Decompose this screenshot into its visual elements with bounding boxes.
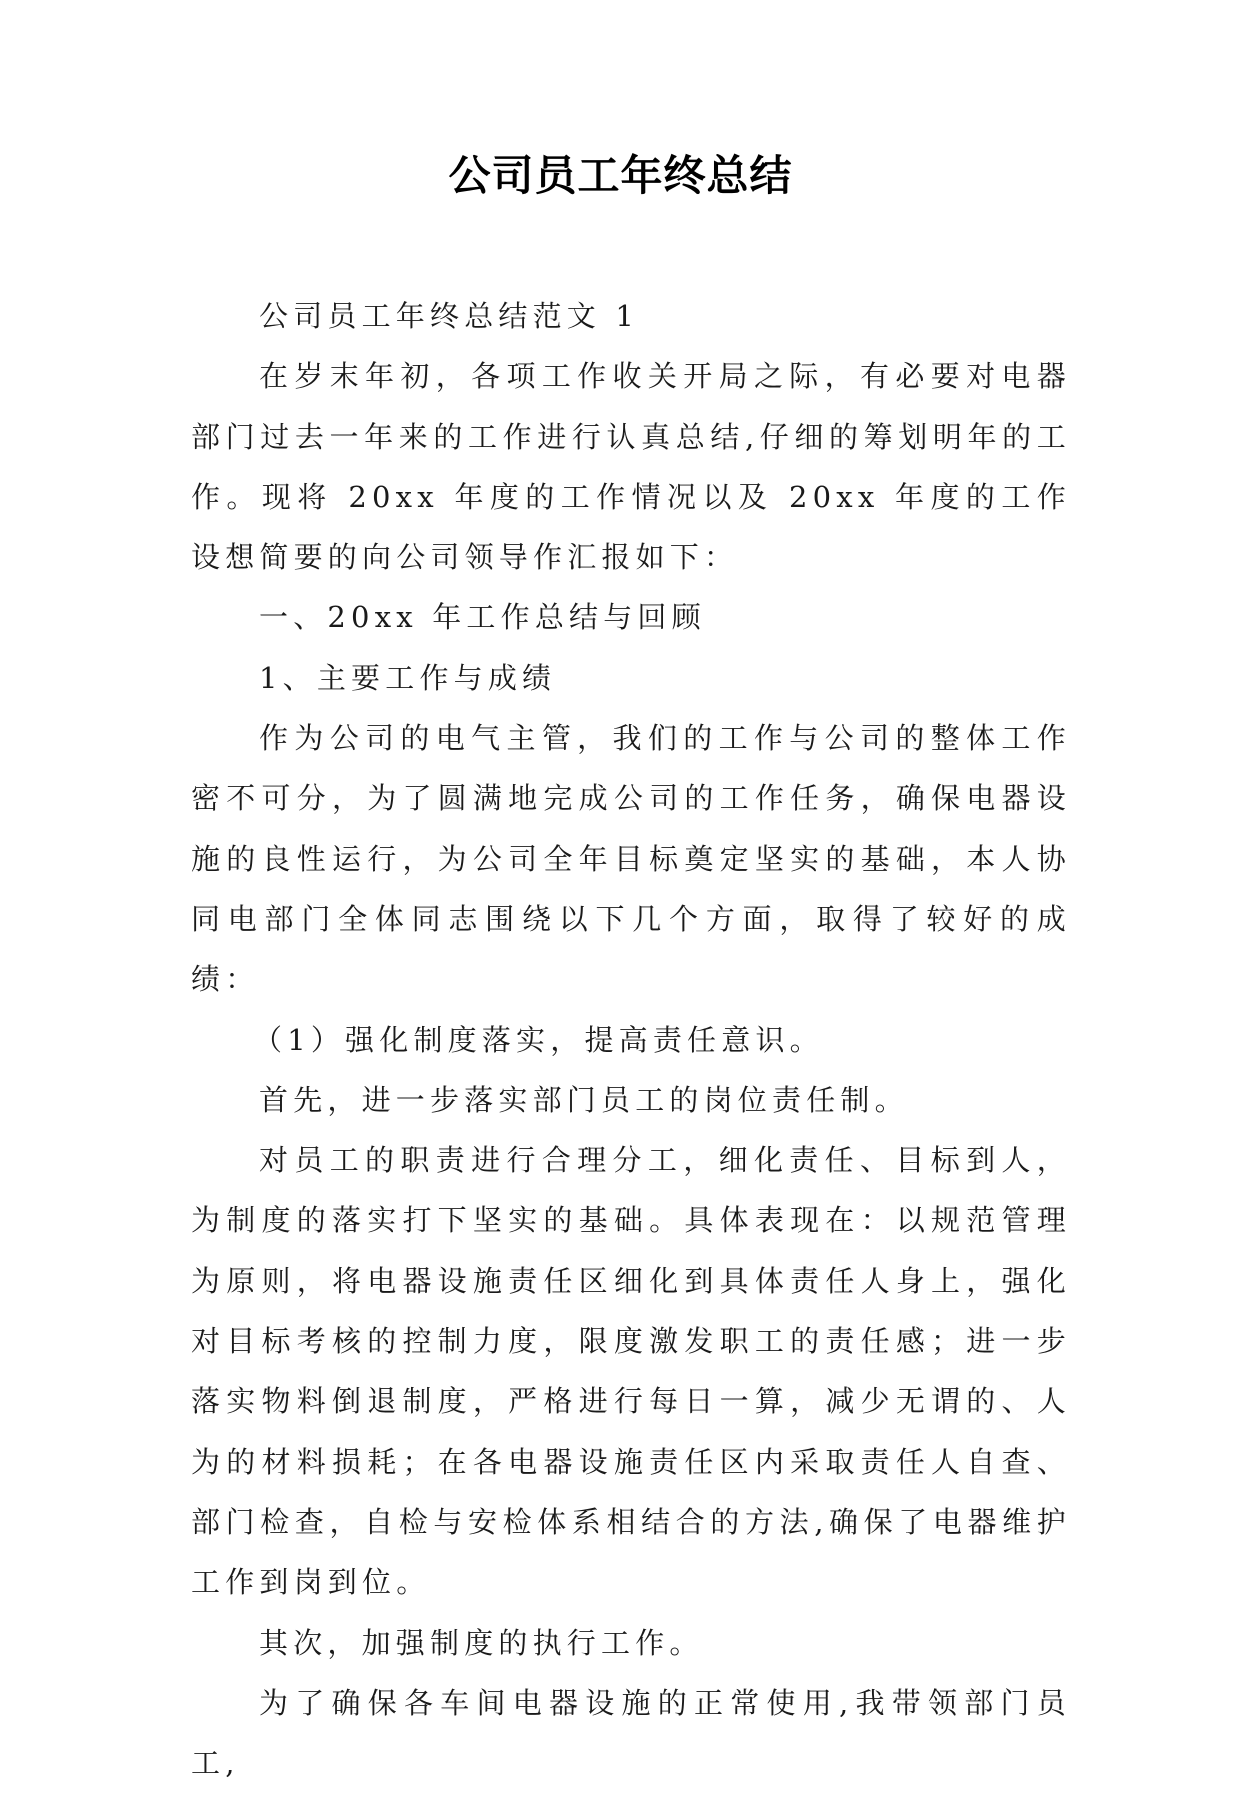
paragraph: 对员工的职责进行合理分工，细化责任、目标到人，为制度的落实打下坚实的基础。具体表现在：以规范管理为原则，将电器设施责任区细化到具体责任人身上，强化对目标考核的控制力度，限度激发职工的责任感；进一步落实物料倒退制度，严格进行每日一算，减少无谓的、人为的材料损耗；在各电器设施责任区内采取责任人自查、部门检查，自检与安检体系相结合的方法,确保了电器维护工作到岗到位。 xyxy=(191,1143,1071,1600)
paragraph-subtitle: 公司员工年终总结范文 1 xyxy=(259,299,640,333)
document-body xyxy=(191,286,1071,1793)
paragraph: 首先，进一步落实部门员工的岗位责任制。 xyxy=(259,1082,909,1117)
paragraph: 作为公司的电气主管，我们的工作与公司的整体工作密不可分，为了圆满地完成公司的工作任务，确保电器设施的良性运行，为公司全年目标奠定坚实的基础，本人协同电部门全体同志围绕以下几个方面，取得了较好的成绩： xyxy=(191,721,1071,997)
subsection-heading: 1、主要工作与成绩 xyxy=(259,660,557,695)
paragraph: 其次，加强制度的执行工作。 xyxy=(259,1625,704,1660)
document-title: 公司员工年终总结 xyxy=(448,151,793,200)
paragraph: 为了确保各车间电器设施的正常使用,我带领部门员工, xyxy=(191,1685,1071,1781)
list-heading: （1）强化制度落实，提高责任意识。 xyxy=(253,1022,824,1057)
section-heading: 一、20xx 年工作总结与回顾 xyxy=(259,600,706,635)
paragraph-intro: 在岁末年初，各项工作收关开局之际，有必要对电器部门过去一年来的工作进行认真总结,仔细的筹划明年的工作。现将 20xx 年度的工作情况以及 20xx 年度的工作设想简要的向公司领导作汇报如下： xyxy=(191,359,1071,575)
